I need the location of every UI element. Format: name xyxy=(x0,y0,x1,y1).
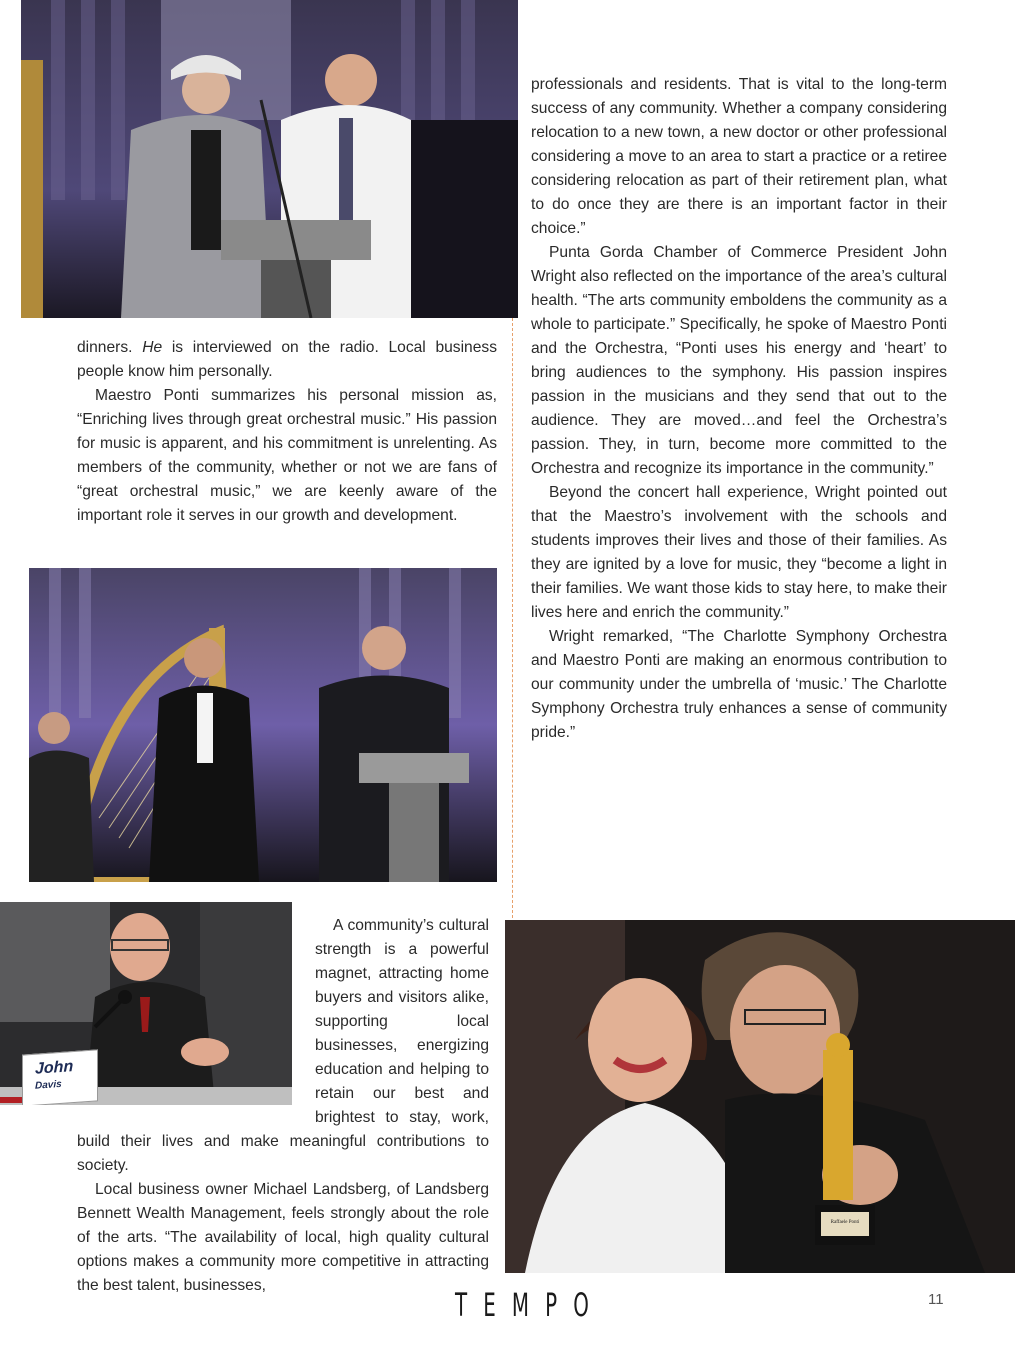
italic-word: He xyxy=(142,339,163,356)
magazine-logo: TEMPO xyxy=(455,1286,605,1324)
right-column-text xyxy=(531,73,947,745)
paragraph: A community’s cultural strength is a powerful magnet, attracting home buyers and visitors alike, supporting local businesses, energizing education and helping to retain our best and brightest to stay, work, build their lives and make meaningful contributions to society. xyxy=(77,917,489,1174)
paragraph: Maestro Ponti summarizes his personal mission as, “Enriching lives through great orchestral music.” His passion for music is apparent, and his commitment is unrelenting. As members of the community, whether or not we are fans of “great orchestral music,” we are keenly aware of the important role it serves in our growth and development. xyxy=(77,387,497,524)
nameplate-red-bar xyxy=(0,1097,22,1103)
photo-harp-stage xyxy=(29,568,497,882)
photo-award-winners xyxy=(505,920,1015,1273)
paragraph xyxy=(77,336,497,384)
page-number: 11 xyxy=(928,1291,944,1308)
bottom-left-column-text xyxy=(77,914,489,1298)
paragraph: Punta Gorda Chamber of Commerce President John Wright also reflected on the importance of the area’s cultural health. “The arts community emboldens the community as a whole to participate.” Specifically, he spoke of Maestro Ponti and the Orchestra, “Ponti uses his energy and ‘heart’ to bring audiences to the symphony. His passion inspires passion in the musicians and they send that out to the audience. They are moved…and feel the Orchestra’s passion. They, in turn, become more committed to the Orchestra and recognize its importance in the community.” xyxy=(531,244,947,477)
left-column-text xyxy=(77,336,497,528)
column-divider xyxy=(512,318,513,918)
nameplate-last: Davis xyxy=(35,1078,62,1092)
award-plaque-text: Raffaele Ponti xyxy=(830,1220,860,1225)
photo-podium-speakers xyxy=(21,0,518,318)
float-spacer xyxy=(77,914,307,1130)
paragraph: Beyond the concert hall experience, Wright pointed out that the Maestro’s involvement with the schools and students improves their lives and those of their families. As they are ignited by a love for music, they “become a light in their families. We want those kids to stay here, to make their lives here and enrich the community.” xyxy=(531,484,947,621)
nameplate-first: John xyxy=(35,1058,74,1078)
paragraph: Local business owner Michael Landsberg, of Landsberg Bennett Wealth Management, feels strongly about the role of the arts. “The availability of local, high quality cultural options makes a community more competitive in attracting the best talent, businesses, xyxy=(77,1181,489,1294)
paragraph: professionals and residents. That is vital to the long-term success of any community. Whether a company considering relocation to a new town, a new doctor or other professional considering a move to an area to start a practice or a retiree considering relocation as part of their retirement plan, what to do once they are there is an important factor in their choice.” xyxy=(531,76,947,237)
paragraph-text: dinners. He is interviewed on the radio. Local business people know him personally. xyxy=(77,339,497,380)
paragraph: Wright remarked, “The Charlotte Symphony Orchestra and Maestro Ponti are making an enormous contribution to our community under the umbrella of ‘music.’ The Charlotte Symphony Orchestra truly enhances a sense of community pride.” xyxy=(531,628,947,741)
